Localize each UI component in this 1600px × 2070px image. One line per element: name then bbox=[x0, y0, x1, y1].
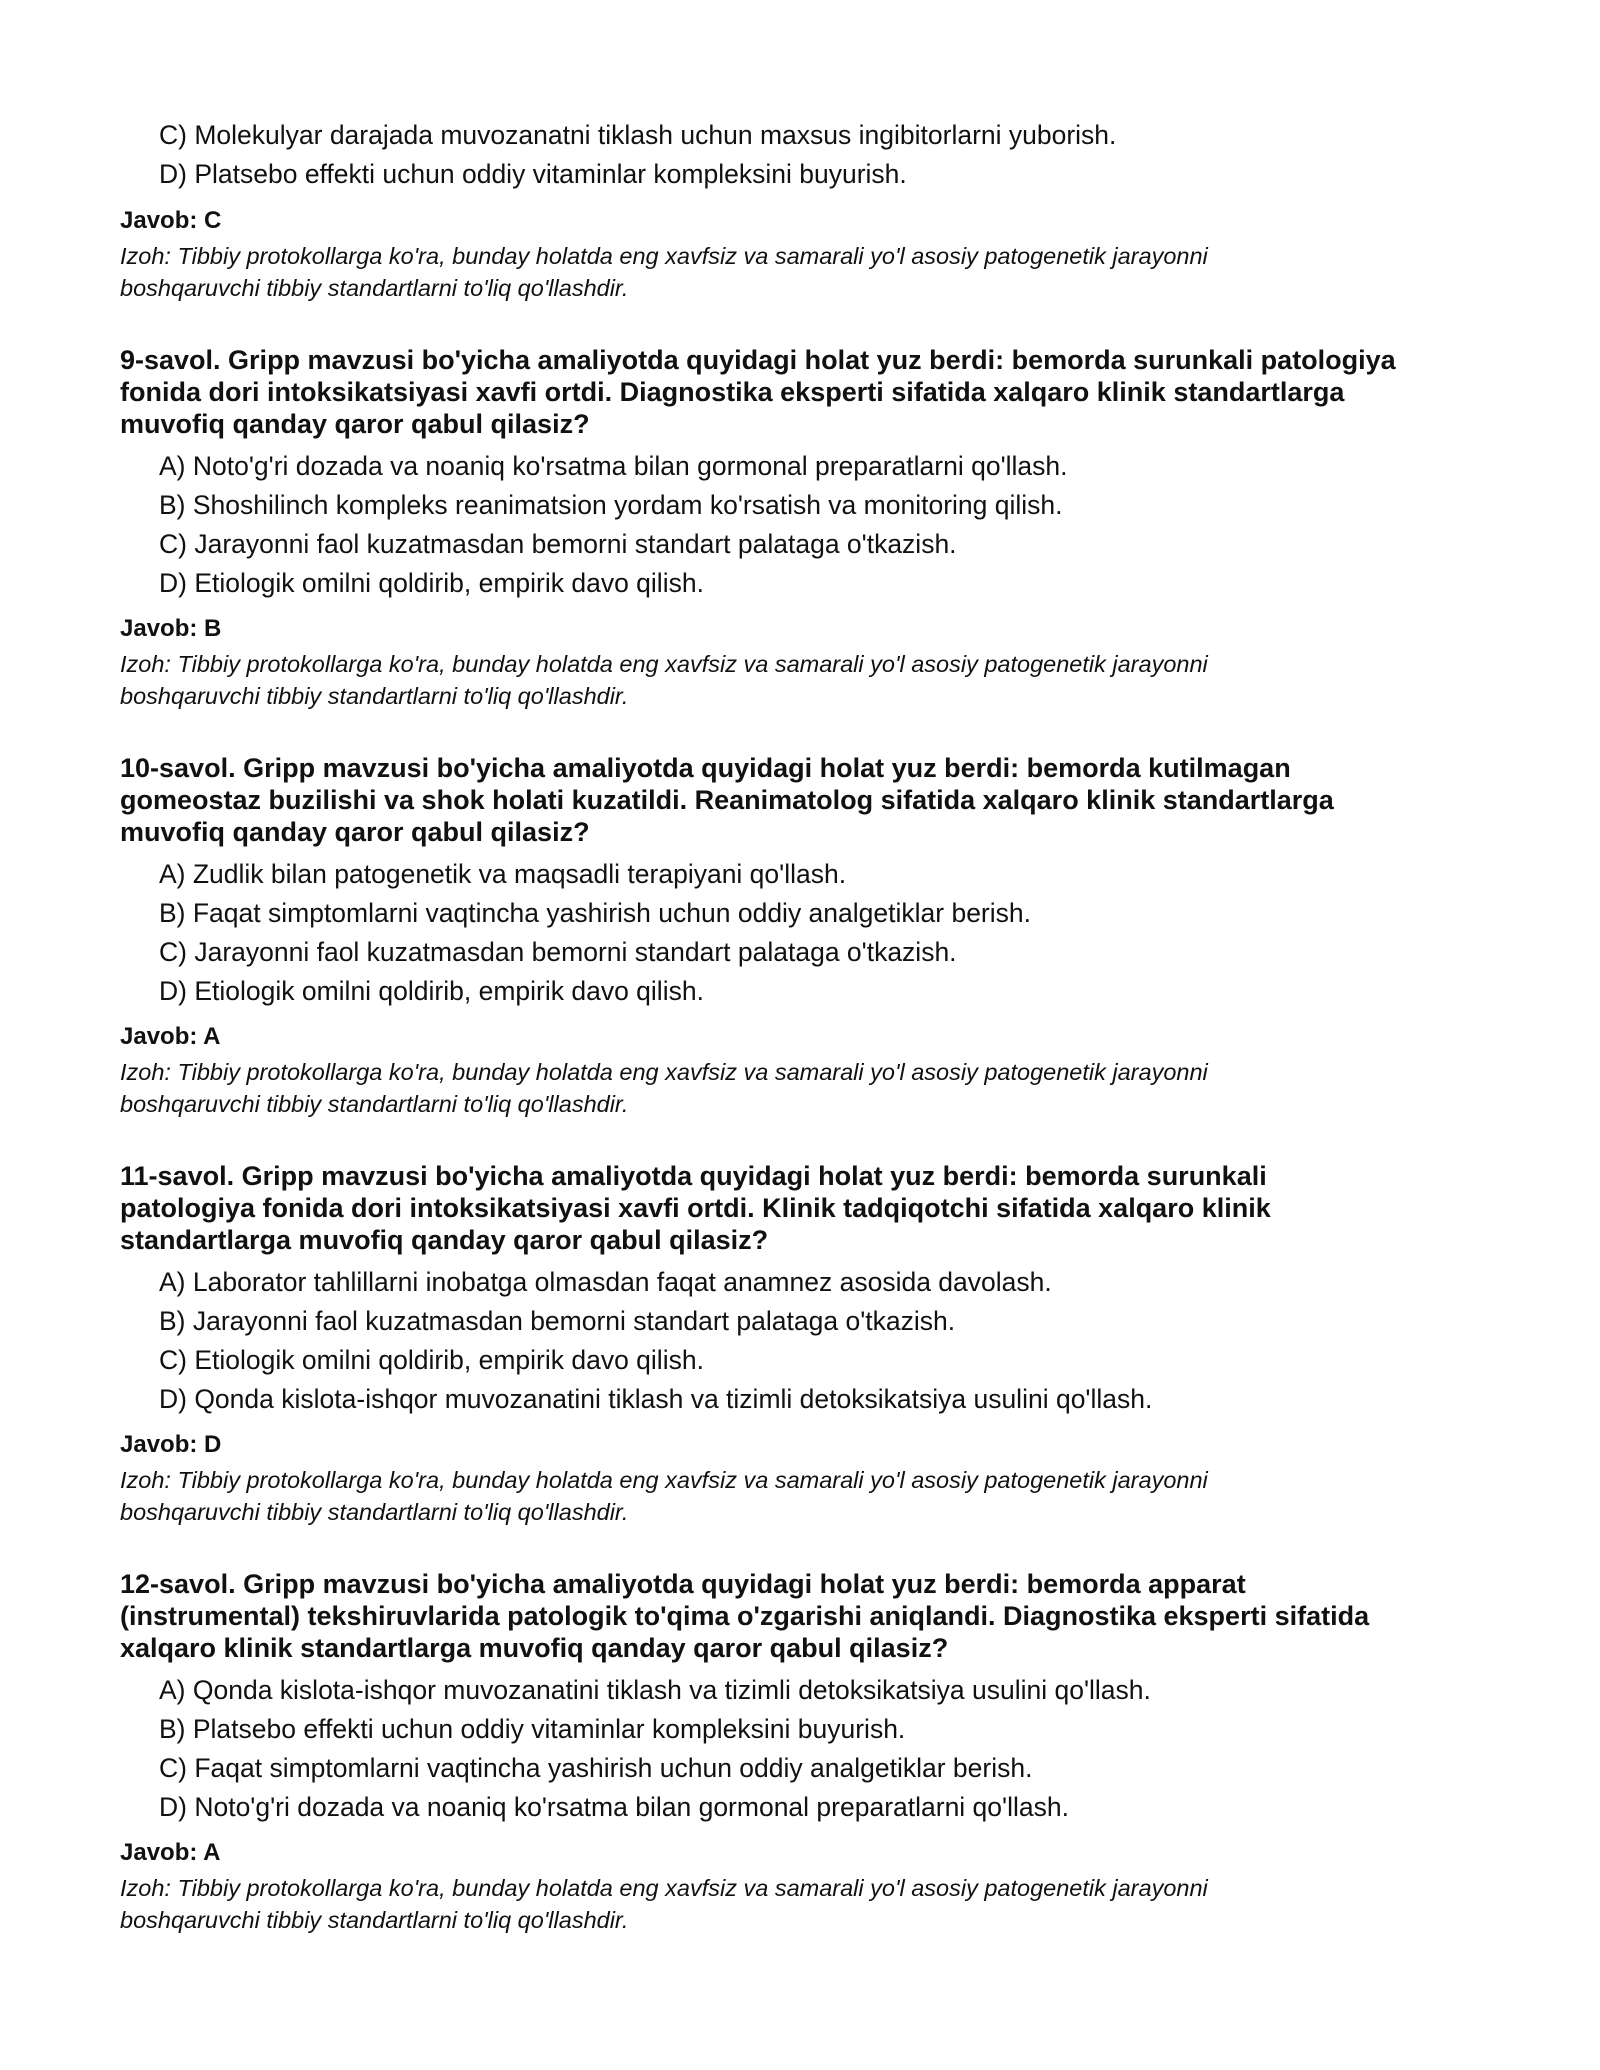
option-d: D) Qonda kislota-ishqor muvozanatini tiklash va tizimli detoksikatsiya usulini qo'llash. bbox=[159, 1384, 1153, 1414]
explanation-line: Izoh: Tibbiy protokollarga ko'ra, bunday holatda eng xavfsiz va samarali yo'l asosiy patogenetik jarayonni bbox=[120, 1059, 1208, 1085]
option-b: B) Jarayonni faol kuzatmasdan bemorni standart palataga o'tkazish. bbox=[159, 1306, 956, 1336]
question-text: 9-savol. Gripp mavzusi bo'yicha amaliyotda quyidagi holat yuz berdi: bemorda surunkali patologiya bbox=[120, 345, 1396, 375]
question-text: muvofiq qanday qaror qabul qilasiz? bbox=[120, 817, 590, 847]
explanation-line: boshqaruvchi tibbiy standartlarni to'liq qo'llashdir. bbox=[120, 1499, 629, 1525]
answer-label: Javob: A bbox=[120, 1023, 221, 1050]
question-text: xalqaro klinik standartlarga muvofiq qanday qaror qabul qilasiz? bbox=[120, 1633, 949, 1663]
option-d: D) Etiologik omilni qoldirib, empirik davo qilish. bbox=[159, 568, 704, 598]
option-c: C) Jarayonni faol kuzatmasdan bemorni standart palataga o'tkazish. bbox=[159, 529, 957, 559]
answer-label: Javob: A bbox=[120, 1839, 221, 1866]
question-text: 10-savol. Gripp mavzusi bo'yicha amaliyotda quyidagi holat yuz berdi: bemorda kutilmagan bbox=[120, 753, 1291, 783]
answer-label: Javob: D bbox=[120, 1431, 222, 1458]
question-text: 12-savol. Gripp mavzusi bo'yicha amaliyotda quyidagi holat yuz berdi: bemorda apparat bbox=[120, 1569, 1246, 1599]
question-text: standartlarga muvofiq qanday qaror qabul qilasiz? bbox=[120, 1225, 769, 1255]
explanation-line: Izoh: Tibbiy protokollarga ko'ra, bunday holatda eng xavfsiz va samarali yo'l asosiy patogenetik jarayonni bbox=[120, 651, 1208, 677]
option-b: B) Faqat simptomlarni vaqtincha yashirish uchun oddiy analgetiklar berish. bbox=[159, 898, 1031, 928]
question-text: patologiya fonida dori intoksikatsiyasi xavfi ortdi. Klinik tadqiqotchi sifatida xalqaro klinik bbox=[120, 1193, 1271, 1223]
explanation-line: Izoh: Tibbiy protokollarga ko'ra, bunday holatda eng xavfsiz va samarali yo'l asosiy patogenetik jarayonni bbox=[120, 1875, 1208, 1901]
explanation-line: Izoh: Tibbiy protokollarga ko'ra, bunday holatda eng xavfsiz va samarali yo'l asosiy patogenetik jarayonni bbox=[120, 1467, 1208, 1493]
option-a: A) Qonda kislota-ishqor muvozanatini tiklash va tizimli detoksikatsiya usulini qo'llash. bbox=[159, 1675, 1151, 1705]
question-text: fonida dori intoksikatsiyasi xavfi ortdi. Diagnostika eksperti sifatida xalqaro klinik standartlarga bbox=[120, 377, 1345, 407]
option-b: B) Platsebo effekti uchun oddiy vitaminlar kompleksini buyurish. bbox=[159, 1714, 906, 1744]
option-d: D) Etiologik omilni qoldirib, empirik davo qilish. bbox=[159, 976, 704, 1006]
answer-label: Javob: B bbox=[120, 615, 222, 642]
explanation-line: Izoh: Tibbiy protokollarga ko'ra, bunday holatda eng xavfsiz va samarali yo'l asosiy patogenetik jarayonni bbox=[120, 243, 1208, 269]
option-c: C) Molekulyar darajada muvozanatni tiklash uchun maxsus ingibitorlarni yuborish. bbox=[159, 120, 1117, 150]
explanation-line: boshqaruvchi tibbiy standartlarni to'liq qo'llashdir. bbox=[120, 275, 629, 301]
answer-label: Javob: C bbox=[120, 207, 222, 234]
question-text: muvofiq qanday qaror qabul qilasiz? bbox=[120, 409, 590, 439]
question-text: 11-savol. Gripp mavzusi bo'yicha amaliyotda quyidagi holat yuz berdi: bemorda surunkali bbox=[120, 1161, 1267, 1191]
explanation-line: boshqaruvchi tibbiy standartlarni to'liq qo'llashdir. bbox=[120, 1907, 629, 1933]
option-c: C) Etiologik omilni qoldirib, empirik davo qilish. bbox=[159, 1345, 704, 1375]
option-c: C) Faqat simptomlarni vaqtincha yashirish uchun oddiy analgetiklar berish. bbox=[159, 1753, 1033, 1783]
option-a: A) Zudlik bilan patogenetik va maqsadli terapiyani qo'llash. bbox=[159, 859, 847, 889]
explanation-line: boshqaruvchi tibbiy standartlarni to'liq qo'llashdir. bbox=[120, 1091, 629, 1117]
question-text: (instrumental) tekshiruvlarida patologik to'qima o'zgarishi aniqlandi. Diagnostika eksperti sifatida bbox=[120, 1601, 1370, 1631]
option-d: D) Platsebo effekti uchun oddiy vitaminlar kompleksini buyurish. bbox=[159, 159, 907, 189]
option-a: A) Laborator tahlillarni inobatga olmasdan faqat anamnez asosida davolash. bbox=[159, 1267, 1052, 1297]
explanation-line: boshqaruvchi tibbiy standartlarni to'liq qo'llashdir. bbox=[120, 683, 629, 709]
option-d: D) Noto'g'ri dozada va noaniq ko'rsatma bilan gormonal preparatlarni qo'llash. bbox=[159, 1792, 1069, 1822]
option-c: C) Jarayonni faol kuzatmasdan bemorni standart palataga o'tkazish. bbox=[159, 937, 957, 967]
option-b: B) Shoshilinch kompleks reanimatsion yordam ko'rsatish va monitoring qilish. bbox=[159, 490, 1063, 520]
question-text: gomeostaz buzilishi va shok holati kuzatildi. Reanimatolog sifatida xalqaro klinik standartlarga bbox=[120, 785, 1334, 815]
option-a: A) Noto'g'ri dozada va noaniq ko'rsatma bilan gormonal preparatlarni qo'llash. bbox=[159, 451, 1068, 481]
